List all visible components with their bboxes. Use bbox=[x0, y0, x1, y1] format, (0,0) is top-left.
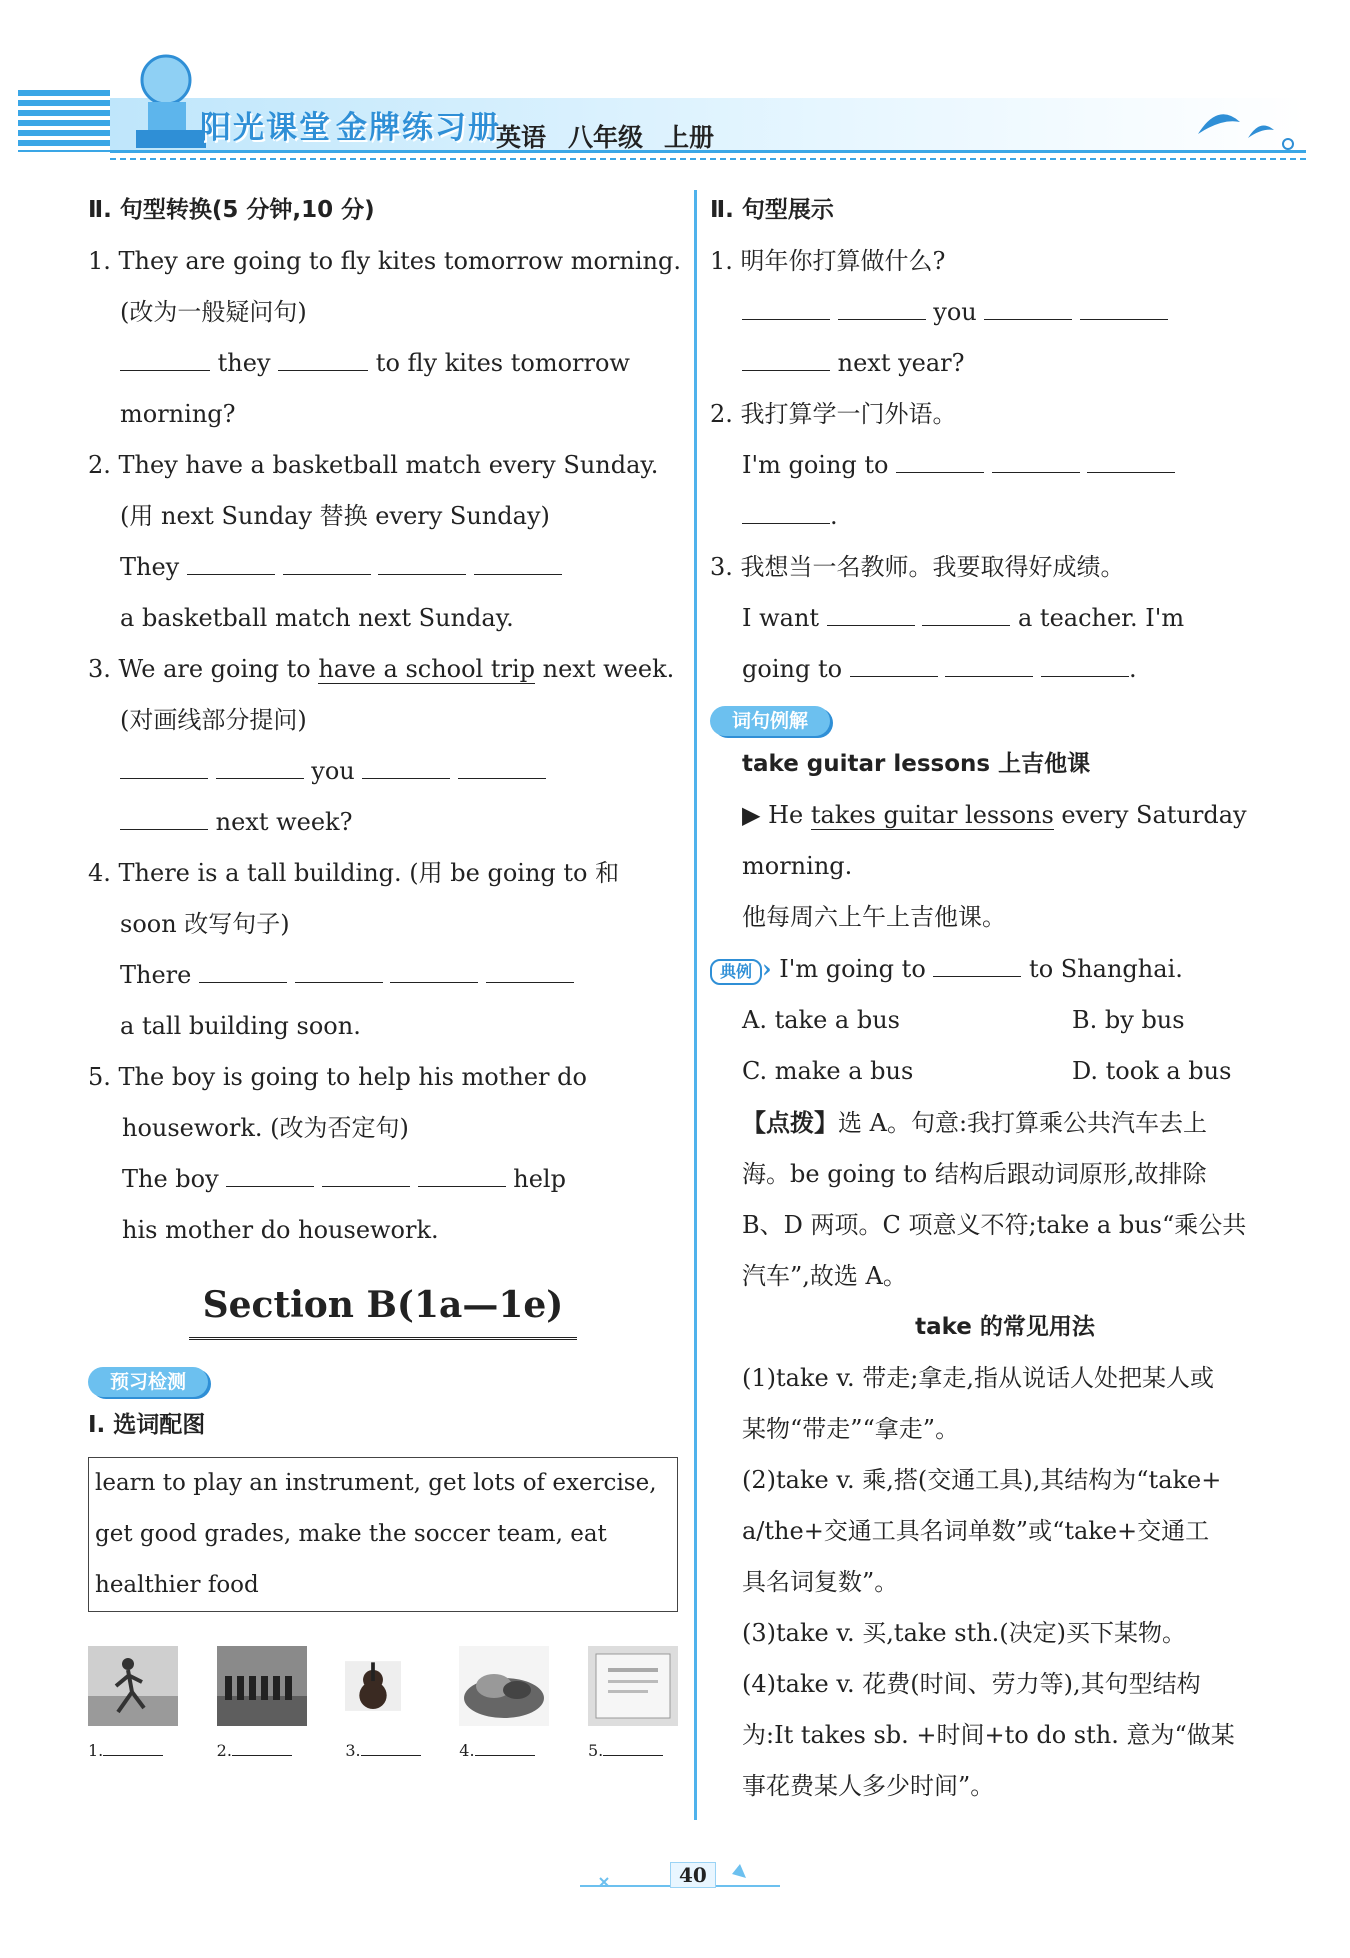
match-pictures-heading: Ⅰ. 选词配图 bbox=[88, 1412, 206, 1438]
answer-blank[interactable] bbox=[378, 552, 466, 575]
q2-sentence: 2. They have a basketball match every Sunday. bbox=[88, 451, 659, 479]
usage-2b: a/the+交通工具名词单数”或“take+交通工 bbox=[742, 1517, 1210, 1545]
q3-word-you: you bbox=[311, 757, 355, 785]
soccer-team-photo-icon bbox=[217, 1646, 307, 1726]
header-stripes bbox=[18, 90, 110, 152]
q4-answer-line bbox=[88, 950, 678, 1001]
q4-answer-end: a tall building soon. bbox=[120, 1012, 361, 1040]
answer-blank[interactable] bbox=[232, 1741, 292, 1756]
answer-blank[interactable] bbox=[933, 954, 1021, 977]
option-c[interactable]: C. make a bus bbox=[742, 1057, 914, 1085]
answer-blank[interactable] bbox=[838, 297, 926, 320]
answer-blank[interactable] bbox=[199, 960, 287, 983]
examples-badge: 词句例解 bbox=[710, 706, 830, 736]
answer-blank[interactable] bbox=[362, 756, 450, 779]
brand-title-2: 金牌练习册 bbox=[336, 110, 501, 146]
certificate-photo-icon bbox=[588, 1646, 678, 1726]
rq3-teacher: a teacher. I'm bbox=[1017, 604, 1185, 632]
section-title-text: Section B(1a—1e) bbox=[189, 1280, 578, 1340]
answer-blank[interactable] bbox=[295, 960, 383, 983]
rq2-answer-line bbox=[710, 440, 1300, 491]
usage-3: (3)take v. 买,take sth.(决定)买下某物。 bbox=[742, 1619, 1187, 1647]
typical-q-post: to Shanghai. bbox=[1029, 955, 1183, 983]
rq3-chinese: 3. 我想当一名教师。我要取得好成绩。 bbox=[710, 553, 1125, 581]
phrase-heading: take guitar lessons 上吉他课 bbox=[742, 751, 1091, 777]
rq3-going: going to bbox=[742, 655, 843, 683]
answer-blank[interactable] bbox=[474, 552, 562, 575]
header-dashed-rule bbox=[110, 158, 1306, 160]
left-column bbox=[88, 185, 681, 1766]
usage-1b: 某物“带走”“拿走”。 bbox=[742, 1415, 960, 1443]
rq1-word-you: you bbox=[933, 298, 977, 326]
answer-blank[interactable] bbox=[742, 348, 830, 371]
q4-sentence: 4. There is a tall building. (用 be going to 和 bbox=[88, 859, 620, 887]
q2-answer-line bbox=[88, 542, 678, 593]
q1-answer-line bbox=[88, 338, 678, 389]
q5-word-help: help bbox=[513, 1165, 566, 1193]
answer-blank[interactable] bbox=[896, 450, 984, 473]
q3-instruction: (对画线部分提问) bbox=[120, 706, 307, 734]
picture-item bbox=[459, 1646, 549, 1766]
option-b[interactable]: B. by bus bbox=[1072, 1006, 1185, 1034]
brand-title-1: 阳光课堂 bbox=[200, 110, 332, 146]
q3-answer-end-line bbox=[88, 797, 678, 848]
answer-blank[interactable] bbox=[1087, 450, 1175, 473]
picture-label: 2. bbox=[217, 1736, 292, 1766]
picture-item bbox=[588, 1646, 678, 1766]
typical-q-pre: I'm going to bbox=[779, 955, 926, 983]
arrow-icon: › bbox=[762, 954, 772, 983]
tip-line-1: 【点拨】选 A。句意:我打算乘公共汽车去上 bbox=[742, 1108, 1208, 1137]
q5-word-boy: The boy bbox=[122, 1165, 219, 1193]
tip-line-2: 海。be going to 结构后跟动词原形,故排除 bbox=[742, 1160, 1207, 1188]
answer-blank[interactable] bbox=[922, 603, 1010, 626]
usage-4c: 事花费某人多少时间”。 bbox=[742, 1772, 995, 1800]
picture-label: 4. bbox=[459, 1736, 534, 1766]
sentence-display-heading: Ⅱ. 句型展示 bbox=[710, 197, 834, 223]
answer-blank[interactable] bbox=[475, 1741, 535, 1756]
answer-blank[interactable] bbox=[945, 654, 1033, 677]
q3-answer-end: next week? bbox=[215, 808, 353, 836]
answer-blank[interactable] bbox=[1041, 654, 1129, 677]
q5-sentence: 5. The boy is going to help his mother do bbox=[88, 1063, 587, 1091]
usage-2c: 具名词复数”。 bbox=[742, 1568, 899, 1596]
answer-blank[interactable] bbox=[278, 348, 368, 371]
answer-blank[interactable] bbox=[120, 348, 210, 371]
section-title bbox=[88, 1280, 678, 1342]
answer-blank[interactable] bbox=[1080, 297, 1168, 320]
q1-answer-end: morning? bbox=[120, 400, 236, 428]
q5-instruction: housework. (改为否定句) bbox=[122, 1114, 409, 1142]
answer-blank[interactable] bbox=[742, 501, 830, 524]
answer-blank[interactable] bbox=[827, 603, 915, 626]
page-header bbox=[18, 40, 1318, 170]
q4-word-there: There bbox=[120, 961, 192, 989]
options-row-2 bbox=[710, 1046, 1300, 1097]
q2-answer-end: a basketball match next Sunday. bbox=[120, 604, 514, 632]
answer-blank[interactable] bbox=[322, 1164, 410, 1187]
picture-row bbox=[88, 1646, 678, 1766]
usage-2a: (2)take v. 乘,搭(交通工具),其结构为“take+ bbox=[742, 1466, 1222, 1494]
answer-blank[interactable] bbox=[103, 1741, 163, 1756]
violin-photo-icon bbox=[345, 1646, 401, 1726]
usage-heading: take 的常见用法 bbox=[915, 1314, 1095, 1340]
answer-blank[interactable] bbox=[603, 1741, 663, 1756]
picture-label: 1. bbox=[88, 1736, 163, 1766]
example-post: every Saturday bbox=[1053, 801, 1247, 829]
rq2-end: . bbox=[830, 502, 838, 530]
picture-label: 3. bbox=[345, 1736, 420, 1766]
example-pre: ▶ He bbox=[742, 801, 811, 829]
sentence-transform-heading: Ⅱ. 句型转换(5 分钟,10 分) bbox=[88, 197, 375, 223]
birds-icon bbox=[1178, 92, 1308, 152]
examples-badge-row bbox=[710, 699, 1300, 739]
answer-blank[interactable] bbox=[850, 654, 938, 677]
example-chinese: 他每周六上午上吉他课。 bbox=[742, 903, 1006, 931]
q2-instruction: (用 next Sunday 替换 every Sunday) bbox=[120, 502, 550, 530]
example-underlined: takes guitar lessons bbox=[810, 801, 1054, 829]
picture-item bbox=[217, 1646, 307, 1766]
example-end: morning. bbox=[742, 852, 853, 880]
answer-blank[interactable] bbox=[486, 960, 574, 983]
picture-label: 5. bbox=[588, 1736, 663, 1766]
preview-check-badge: 预习检测 bbox=[88, 1367, 208, 1397]
answer-blank[interactable] bbox=[226, 1164, 314, 1187]
q1-sentence: 1. They are going to fly kites tomorrow morning. bbox=[88, 247, 681, 275]
food-photo-icon bbox=[459, 1646, 549, 1726]
option-a[interactable]: A. take a bus bbox=[742, 1006, 900, 1034]
rq2-answer-end-line bbox=[710, 491, 1300, 542]
rq1-answer-line bbox=[710, 287, 1300, 338]
answer-blank[interactable] bbox=[458, 756, 546, 779]
q3-text-pre: 3. We are going to bbox=[88, 655, 319, 683]
q3-underlined: have a school trip bbox=[318, 655, 536, 683]
rq2-chinese: 2. 我打算学一门外语。 bbox=[710, 400, 957, 428]
q1-instruction: (改为一般疑问句) bbox=[120, 298, 307, 326]
q3-answer-line bbox=[88, 746, 678, 797]
tip-line-4: 汽车”,故选 A。 bbox=[742, 1262, 907, 1290]
typical-question bbox=[710, 943, 1300, 995]
page-footer bbox=[560, 1856, 800, 1896]
usage-1a: (1)take v. 带走;拿走,指从说话人处把某人或 bbox=[742, 1364, 1215, 1392]
q5-answer-line bbox=[88, 1154, 678, 1205]
answer-blank[interactable] bbox=[120, 756, 208, 779]
rq1-chinese: 1. 明年你打算做什么? bbox=[710, 247, 946, 275]
rq3-end: . bbox=[1128, 655, 1137, 683]
answer-blank[interactable] bbox=[390, 960, 478, 983]
rq3-answer-line bbox=[710, 593, 1300, 644]
q1-word-they: they bbox=[217, 349, 271, 377]
tip-line-3: B、D 两项。C 项意义不符;take a bus“乘公共 bbox=[742, 1211, 1247, 1239]
q3-text-post: next week. bbox=[535, 655, 675, 683]
page-number: 40 bbox=[670, 1862, 716, 1888]
rq3-want: I want bbox=[742, 604, 820, 632]
picture-item bbox=[88, 1646, 178, 1766]
word-bank-box: learn to play an instrument, get lots of exercise, get good grades, make the soccer team, eat healthier food bbox=[88, 1457, 678, 1612]
answer-blank[interactable] bbox=[216, 756, 304, 779]
answer-blank[interactable] bbox=[120, 807, 208, 830]
volume-label: 上册 bbox=[664, 123, 715, 152]
usage-4a: (4)take v. 花费(时间、劳力等),其句型结构 bbox=[742, 1670, 1201, 1698]
picture-item bbox=[345, 1646, 420, 1766]
option-d[interactable]: D. took a bus bbox=[1072, 1057, 1232, 1085]
tip-label: 【点拨】 bbox=[742, 1108, 838, 1137]
typical-example-badge: 典例 bbox=[710, 959, 762, 985]
grade-label: 八年级 bbox=[568, 123, 644, 152]
q1-word-rest: to fly kites tomorrow bbox=[375, 349, 630, 377]
rq3-answer-line-2 bbox=[710, 644, 1300, 695]
runner-photo-icon bbox=[88, 1646, 178, 1726]
rq1-answer-end-line bbox=[710, 338, 1300, 389]
example-sentence bbox=[710, 790, 1300, 841]
usage-4b: 为:It takes sb. +时间+to do sth. 意为“做某 bbox=[742, 1721, 1235, 1749]
answer-blank[interactable] bbox=[992, 450, 1080, 473]
subject-label: 英语 bbox=[496, 123, 547, 152]
q2-word-they: They bbox=[120, 553, 180, 581]
rq1-end: next year? bbox=[837, 349, 965, 377]
q5-answer-end: his mother do housework. bbox=[122, 1216, 439, 1244]
options-row-1 bbox=[710, 995, 1300, 1046]
answer-blank[interactable] bbox=[283, 552, 371, 575]
preview-badge-row bbox=[88, 1360, 678, 1400]
answer-blank[interactable] bbox=[361, 1741, 421, 1756]
right-column bbox=[710, 185, 1300, 1812]
q4-instruction: soon 改写句子) bbox=[120, 910, 290, 938]
answer-blank[interactable] bbox=[418, 1164, 506, 1187]
column-divider bbox=[694, 190, 697, 1820]
q3-sentence bbox=[88, 644, 678, 695]
answer-blank[interactable] bbox=[742, 297, 830, 320]
answer-blank[interactable] bbox=[187, 552, 275, 575]
rq2-start: I'm going to bbox=[742, 451, 889, 479]
answer-blank[interactable] bbox=[984, 297, 1072, 320]
